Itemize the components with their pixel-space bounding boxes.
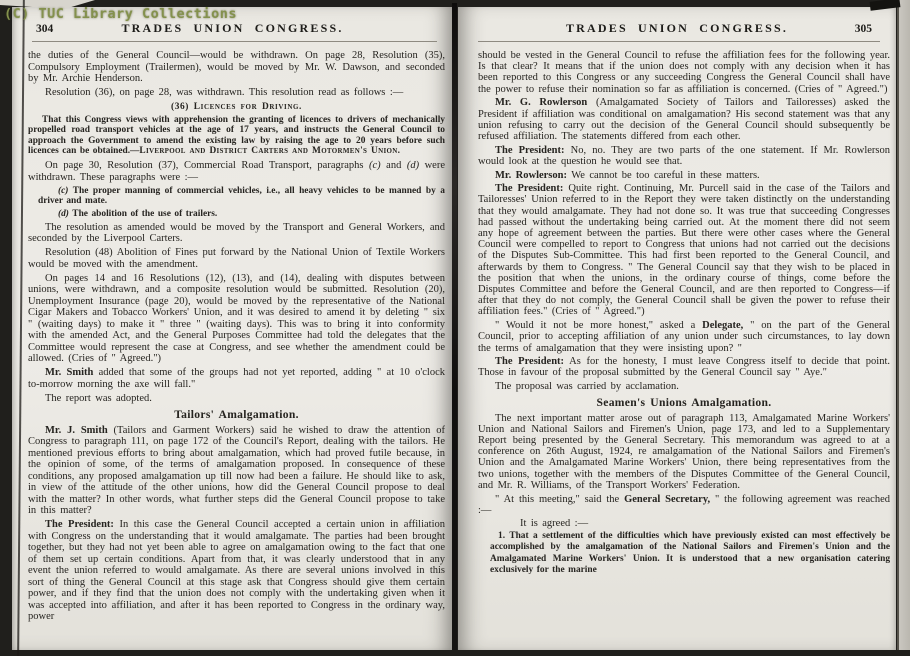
text-segment: (c) [58,185,69,196]
paragraph [478,381,890,392]
book-gutter [452,3,457,650]
text-segment: " At this meeting," said the [495,493,625,505]
paragraph [28,87,445,99]
text-segment: The President: [495,356,565,368]
seamens-unions-amalgamation-heading [478,397,890,408]
text-segment: In this case the General Council accepted a certain union in affiliation with Congress on the understanding that it would amalgamate. The parties had been brought together, but they had not yet been able to agree on amalgamation owing to the fact that one of them set up certain conditions. Apart from that, it was clearly understood that in any event the union referred to would amalgamate. As there are several unions involved in this sort of thing the General Council at this stage ask that Congress should give them certain power, and if they find that the union does not comply with the undertaking given when it was accepted into affiliation, and after it has been reported to Congress in the ordinary way, power [28,519,446,623]
text-segment: (Tailors and Garment Workers) said he wished to draw the attention of Congress to paragraph 111, on page 172 of the Council's Report, dealing with the tailors. He mentioned previous efforts to bring about amalgamation, which had proved futile because, in the opinion of some, of the terms of amalgamation proposed. In consequence of these conditions, any proposed amalgamation up till now had been a failure. He should like to ask, in view of the attitude of the other unions, how did the General Council propose to deal with the matter? In other words, what further steps did the General Council propose to take in this matter? [28,424,445,517]
paragraph [478,413,890,491]
left-page-body [12,50,453,643]
text-segment: Tailors' Amalgamation. [174,408,299,422]
tailors-amalgamation-heading [28,409,445,421]
paragraph [478,50,890,95]
text-segment: The resolution as amended would be moved by the Transport and General Workers, and seconded by the Liverpool Carters. [28,221,445,245]
paragraph [28,425,445,517]
paragraph [28,222,445,245]
text-segment: On page 30, Resolution (37), Commercial Road Transport, paragraphs [45,160,369,172]
resolution-heading [28,102,445,114]
text-segment: (c) [369,160,381,172]
left-running-title: TRADES UNION CONGRESS. [121,21,344,35]
text-segment: Mr. G. Rowlerson [495,97,588,109]
right-page-number: 305 [854,23,872,35]
text-segment: Mr. Rowlerson: [495,169,567,181]
text-segment: That this Congress views with apprehension the granting of licences to drivers of mechanically propelled road transport vehicles at the age of 17 years, and instructs the General Council to approach the Government to amend the existing law by raising the age to 20 years before such licences can be obtained.— [28,115,445,156]
text-segment: The next important matter arose out of paragraph 113, Amalgamated Marine Workers' Union and National Sailors and Firemen's Union, page 173, and led to a Supplementary Report being presented by the General Secretary. This memorandum was agreed to at a conference on 26th August, 1924, re amalgamation of the National Sailors and Firemen's Union and the Amalgamated Marine Workers' Union, there being representatives from the two unions, together with the members of the Disputes Committee of the General Council, and Mr. R. Williams, of the Transport Workers' Federation. [478,412,890,491]
text-segment: (36) Licences for Driving. [171,101,302,112]
text-segment: Resolution (48) Abolition of Fines put forward by the National Union of Textile Workers would be moved with the amendment. [28,247,445,270]
right-running-title: TRADES UNION CONGRESS. [565,21,789,35]
text-segment: The President: [45,519,114,531]
right-page [458,7,896,650]
text-segment: The President: [495,144,565,156]
text-segment: No, no. They are two parts of the one statement. If Mr. Rowlerson would look at the question he would see that. [478,144,891,167]
paragraph [28,247,445,270]
right-page-stack-edge [897,0,910,650]
text-segment: Mr. J. Smith [45,424,108,436]
right-header-rule [478,41,880,43]
text-segment: Seamen's Unions Amalgamation. [596,396,772,410]
text-segment: " Would it not be more honest," asked a [495,320,703,332]
paragraph [28,367,445,390]
text-segment: Resolution (36), on page 28, was withdrawn. This resolution read as follows :— [45,87,404,98]
text-segment: the duties of the General Council—would be withdrawn. On page 28, Resolution (35), Compulsory Employment (Trailermen), would be moved by Mr. W. Dawson, and seconded by Mr. Archie Henderson. [28,50,445,84]
text-segment: As for the honesty, I must leave Congress itself to decide that point. Those in favour of the proposal submitted by the General Council say " Aye." [478,356,890,379]
paragraph [478,145,890,167]
text-segment: were withdrawn. These paragraphs were :— [28,160,446,183]
left-header-rule [32,41,437,43]
paragraph [28,50,445,85]
paragraph [478,356,890,378]
text-segment: The proposal was carried by acclamation. [495,381,679,393]
paragraph [478,170,890,181]
text-segment: It is agreed :— [520,518,589,530]
paragraph [28,519,445,623]
text-segment: On pages 14 and 16 Resolutions (12), (13), and (14), dealing with disputes between unions, were withdrawn, and a composite resolution would be submitted. Resolution (20), Unemployment Insurance (page 20), would be moved by the representative of the National Cigar Makers and Tobacco Workers' Union, and it was desired to amend it by deleting " six " (waiting days) to make it " three " (waiting days). This was to bring it into conformity with the amended Act, and the General Purposes Committee had told the delegates that the Committee would represent the case at Congress, and see whether the amendment could be allowed. (Cries of " Agreed.") [28,272,445,365]
left-page [12,7,453,650]
list-item [478,531,890,576]
list-item [28,186,445,207]
text-segment: (d) [58,208,69,219]
text-segment: Delegate, [702,320,744,332]
text-segment: should be vested in the General Council to refuse the affiliation fees for the following year. Is that clear? It means that if the union does not comply with any decision when it has been reported to this Congress or any succeeding Congress the General Council shall have the power to refuse their nomination so far as affiliation is concerned. (Cries of " Agreed.") [478,50,890,95]
paragraph [478,97,890,142]
paragraph [478,518,890,529]
text-segment: The President: [495,183,564,195]
text-segment: 1. That a settlement of the difficulties which have previously existed can most effectively be accomplished by the amalgamation of the National Sailors and Firemen's Union and the Amalgamated Marine Workers' Union. It is understood that a new organisation catering exclusively for the marine [490,531,890,575]
library-watermark: (C) TUC Library Collections [4,6,237,22]
text-segment: Mr. Smith [45,367,94,379]
text-segment: The abolition of the use of trailers. [68,208,218,219]
paragraph [28,393,445,405]
list-item [28,209,445,219]
paragraph [28,273,445,365]
text-segment: The report was adopted. [45,392,152,404]
text-segment: added that some of the groups had not yet reported, adding " at 10 o'clock to-morrow morning the axe will fall." [28,367,445,390]
text-segment: and [380,160,407,172]
text-segment: (Amalgamated Society of Tailors and Tailoresses) asked the President if affiliation was conditional on amalgamation? His second statement was that any union refusing to carry out the decision of the General Council should subsequently be refused affiliation. The statements differed from each other. [478,97,890,142]
text-segment: The proper manning of commercial vehicles, i.e., all heavy vehicles to be manned by a driver and mate. [38,185,445,206]
text-segment: Quite right. Continuing, Mr. Purcell said in the case of the Tailors and Tailoresses' Union referred to in the Report they were taken distinctly on the understanding that they would amalgamate. They had not done so. It was true that succeeding Congresses had passed without the undertaking being carried out. At the moment there did not seem any hope of agreement between the parties. But there were other cases where the General Council were compelled to report to Congress that unions had not carried out the decisions of the Disputes Sub-Committee. This had first been reported to the General Council, and afterwards by them to Congress. " The General Council say that they wish to be placed in the position that when the unions, in the ordinary course of things, come before the Disputes Committee and before the General Council, and are then reported to Congress—if after that they do not comply, the General Council shall be given the power to refuse their affiliation fees." (Cries of " Agreed.") [478,183,890,318]
paragraph [478,183,890,317]
paragraph [478,320,890,354]
text-segment: " the following agreement was reached :— [478,493,890,516]
right-page-header [458,7,896,38]
paragraph [478,494,890,516]
resolution-text [28,115,445,156]
left-page-number: 304 [36,23,54,35]
right-page-body [458,50,896,643]
text-segment: " on the part of the General Council, prior to accepting affiliation of any union under such circumstances, to lay down the terms of amalgamation that they were insisting upon? " [478,320,890,354]
text-segment: We cannot be too careful in these matters. [566,169,760,181]
text-segment: (d) [406,160,420,172]
text-segment: Liverpool and District Carters and Motormen's Union. [139,145,401,156]
text-segment: General Secretary, [624,493,711,505]
paragraph [28,160,445,183]
